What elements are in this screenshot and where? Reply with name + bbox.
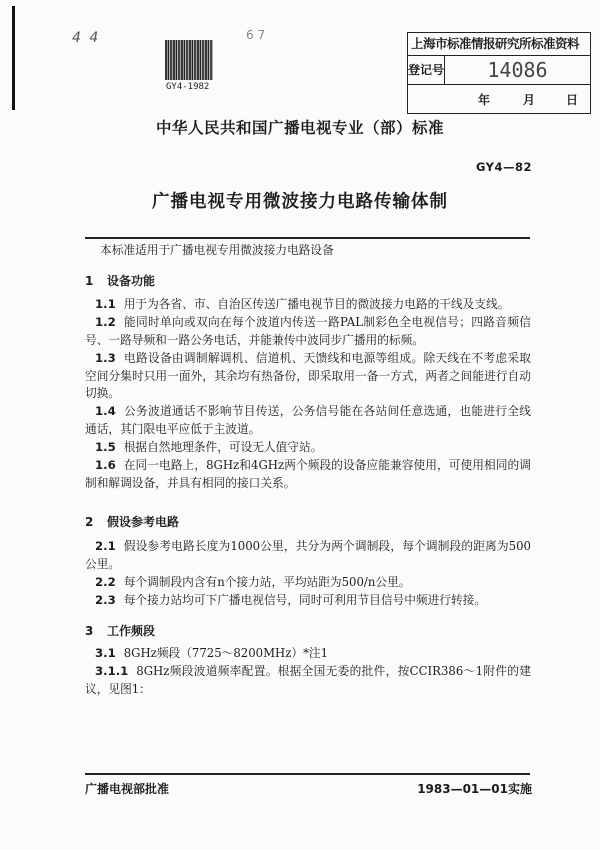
- approval-authority: 广播电视部批准: [85, 782, 170, 796]
- clause-1-1: 1.1 用于为各省、市、自治区传送广播电视节目的微波接力电路的干线及支线。: [95, 297, 510, 311]
- margin-handwriting: 4 4: [72, 30, 101, 46]
- clause-1-2: 1.2 能同时单向或双向在每个波道内传送一路PAL制彩色全电视信号；四路音频信号、一路导频和一路公务电话，并能兼传中波同步广播用的标频。: [85, 315, 531, 347]
- clause-3-1: 3.1 8GHz频段（7725～8200MHz）*注1: [95, 646, 329, 660]
- binding-edge-line: [12, 6, 15, 110]
- section-number: 2: [85, 515, 94, 529]
- section-number: 1: [85, 274, 94, 288]
- section-heading-1: [85, 272, 155, 289]
- margin-handwriting-2: 6 7: [246, 28, 266, 42]
- clause-1-3: 1.3 电路设备由调制解调机、信道机、天馈线和电源等组成。除天线在不考虑采取空间分集时只用一面外，其余均有热备份，即采取用一备一方式，两者之间能进行自动切换。: [85, 350, 531, 401]
- clause-1-5: 1.5 根据自然地理条件，可设无人值守站。: [95, 440, 323, 455]
- section-title: 工作频段: [107, 624, 156, 638]
- barcode-icon: [165, 40, 213, 80]
- section-number: 3: [85, 624, 94, 638]
- clause-1-6: 1.6 在同一电路上，8GHz和4GHz两个频段的设备应能兼容使用，可使用相同的调制和解调设备，并具有相同的接口关系。: [85, 458, 531, 490]
- stamp-institution: 上海市标准情报研究所标准资料: [408, 33, 590, 56]
- scope-statement: 本标准适用于广播电视专用微波接力电路设备: [100, 243, 334, 257]
- header-divider: [85, 237, 530, 239]
- stamp-registration-row: [408, 56, 590, 85]
- stamp-reg-number: 14086: [487, 58, 548, 82]
- section-3-body: [85, 645, 531, 699]
- standard-code: GY4—82: [475, 160, 532, 174]
- barcode-label: GY4-1982: [166, 82, 210, 92]
- clause-2-1: 2.1 假设参考电路长度为1000公里，共分为两个调制段，每个调制段的距离为500公里。: [85, 539, 531, 571]
- section-heading-2: [85, 513, 179, 530]
- clause-1-4: 1.4 公务波道通话不影响节目传送，公务信号能在各站间任意选通，也能进行全线通话，其门限电平应低于主波道。: [85, 404, 531, 436]
- stamp-date-row: [408, 85, 590, 113]
- clause-2-3: 2.3 每个接力站均可下广播电视信号，同时可利用节目信号中频进行转接。: [95, 592, 487, 607]
- clause-3-1-1: 3.1.1 8GHz频段波道频率配置。根据全国无委的批件，按CCIR386～1附件的建议，见图1：: [85, 664, 531, 696]
- effective-date: 1983—01—01实施: [417, 782, 532, 796]
- stamp-year-label: 年: [478, 93, 491, 107]
- standard-body-heading: 中华人民共和国广播电视专业（部）标准: [155, 119, 444, 137]
- library-stamp: [407, 32, 591, 114]
- footer-divider: [85, 773, 530, 775]
- clause-2-2: 2.2 每个调制段内含有n个接力站，平均站距为500/n公里。: [95, 574, 411, 589]
- section-title: 假设参考电路: [107, 515, 180, 529]
- section-title: 设备功能: [107, 274, 156, 288]
- stamp-month-label: 月: [523, 93, 536, 107]
- stamp-day-label: 日: [566, 93, 579, 107]
- section-2-body: [85, 538, 531, 610]
- page-title: 广播电视专用微波接力电路传输体制: [152, 192, 448, 212]
- section-heading-3: [85, 622, 155, 639]
- section-1-body: [85, 296, 531, 493]
- stamp-reg-label: 登记号: [408, 56, 445, 84]
